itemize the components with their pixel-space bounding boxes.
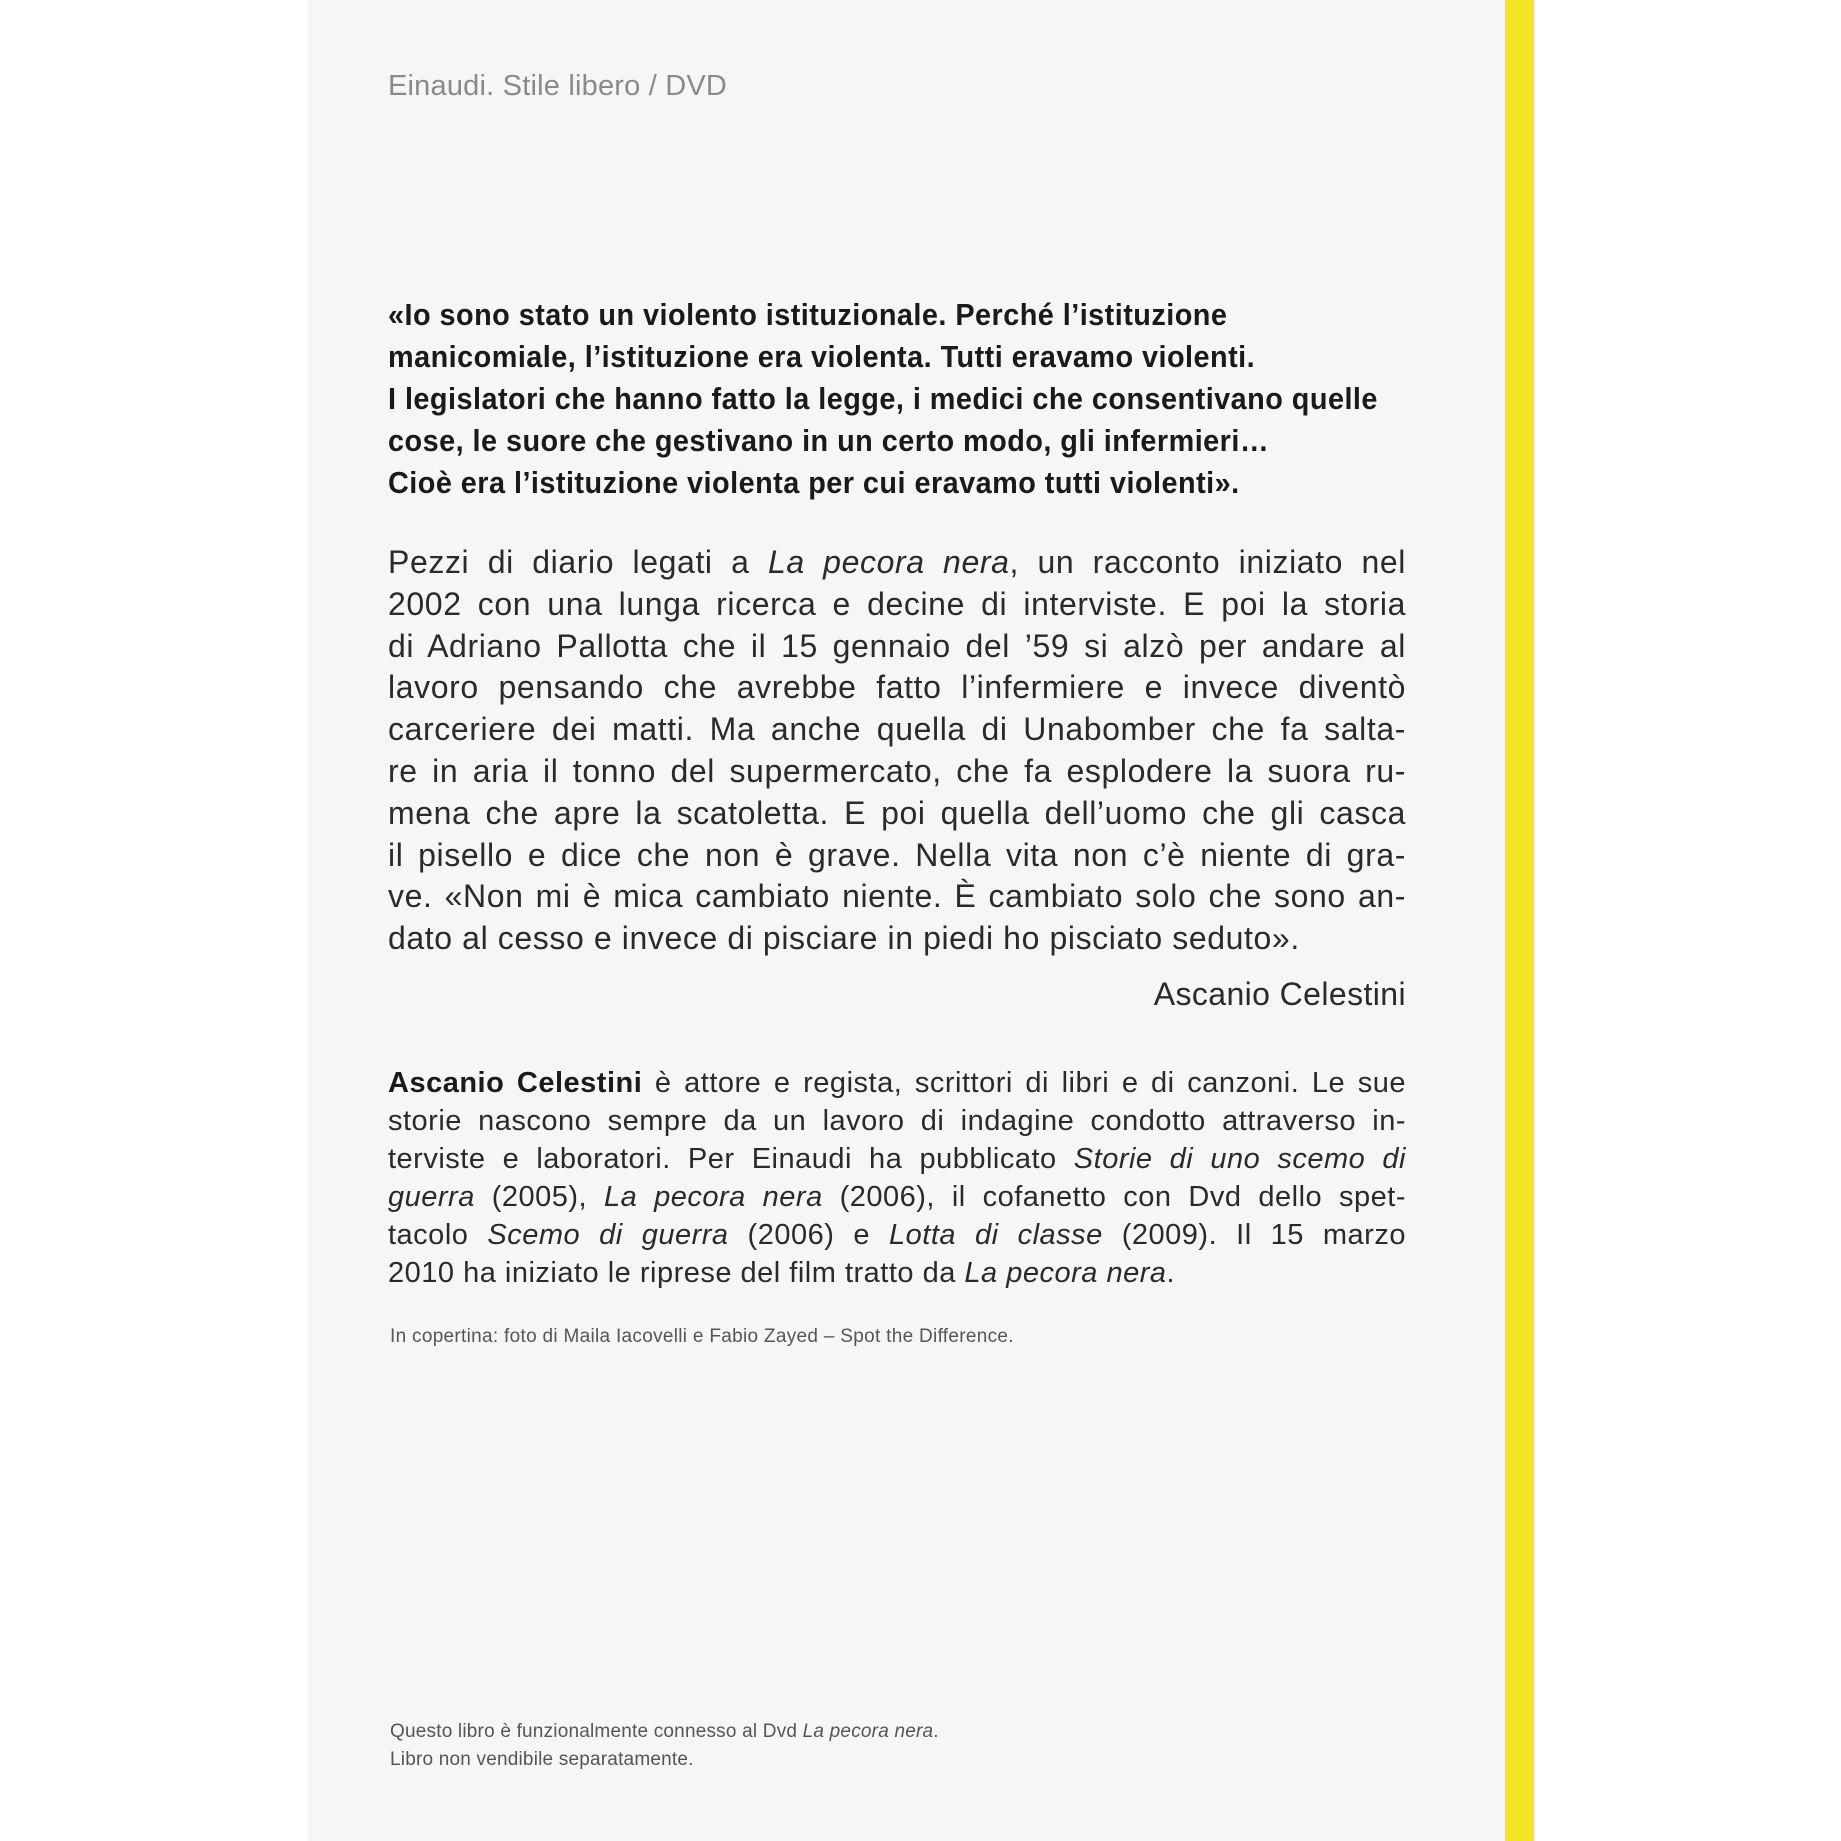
bio-line: Ascanio Celestini è attore e regista, scrittori di libri e di canzoni. Le sue xyxy=(388,1067,1406,1099)
bio-line: 2010 ha iniziato le riprese del film tratto da La pecora nera. xyxy=(388,1257,1176,1289)
blurb-line: lavoro pensando che avrebbe fatto l’infermiere e invece diventò xyxy=(388,669,1406,706)
blurb-line: Pezzi di diario legati a La pecora nera, un racconto iniziato nel xyxy=(388,544,1407,580)
dvd-note-line: Questo libro è funzionalmente connesso al Dvd La pecora nera. xyxy=(390,1721,939,1742)
blurb-line: re in aria il tonno del supermercato, che fa esplodere la suora ru- xyxy=(388,752,1406,789)
dvd-note-line: Libro non vendibile separatamente. xyxy=(390,1749,694,1770)
blurb-line: il pisello e dice che non è grave. Nella vita non c’è niente di gra- xyxy=(388,836,1406,873)
blurb-line: di Adriano Pallotta che il 15 gennaio del ’59 si alzò per andare al xyxy=(388,627,1406,664)
bio-line: guerra (2005), La pecora nera (2006), il cofanetto con Dvd dello spet- xyxy=(388,1181,1406,1213)
bio-line: tacolo Scemo di guerra (2006) e Lotta di classe (2009). Il 15 marzo xyxy=(388,1219,1406,1251)
quote-line: Cioè era l’istituzione violenta per cui eravamo tutti violenti». xyxy=(388,465,1240,500)
quote-line: cose, le suore che gestivano in un certo modo, gli infermieri… xyxy=(388,423,1270,458)
quote-line: manicomiale, l’istituzione era violenta. Tutti eravamo violenti. xyxy=(388,339,1256,374)
dvd-note xyxy=(390,1718,939,1774)
quote-line: «Io sono stato un violento istituzionale. Perché l’istituzione xyxy=(388,297,1228,332)
author-bio xyxy=(388,1064,1406,1292)
quote-line: I legislatori che hanno fatto la legge, i medici che consentivano quelle xyxy=(388,381,1378,416)
blurb-line: 2002 con una lunga ricerca e decine di interviste. E poi la storia xyxy=(388,585,1406,622)
author-name: Ascanio Celestini xyxy=(388,1067,643,1099)
book-title: La pecora nera xyxy=(767,544,1010,580)
blurb-paragraph xyxy=(388,542,1406,960)
blurb-line: dato al cesso e invece di pisciare in piedi ho pisciato seduto». xyxy=(388,920,1300,957)
cover-photo-credit: In copertina: foto di Maila Iacovelli e Fabio Zayed – Spot the Difference. xyxy=(390,1326,1014,1347)
pull-quote xyxy=(388,294,1408,504)
blurb-line: carceriere dei matti. Ma anche quella di Unabomber che fa salta- xyxy=(388,711,1406,748)
bio-line: terviste e laboratori. Per Einaudi ha pubblicato Storie di uno scemo di xyxy=(388,1143,1407,1175)
series-label: Einaudi. Stile libero / DVD xyxy=(388,70,728,102)
blurb-line: mena che apre la scatoletta. E poi quella dell’uomo che gli casca xyxy=(388,794,1406,831)
bio-line: storie nascono sempre da un lavoro di indagine condotto attraverso in- xyxy=(388,1105,1406,1137)
blurb-line: ve. «Non mi è mica cambiato niente. È cambiato solo che sono an- xyxy=(388,878,1406,915)
yellow-spine-stripe xyxy=(1505,0,1534,1841)
blurb-signature: Ascanio Celestini xyxy=(1153,976,1406,1012)
